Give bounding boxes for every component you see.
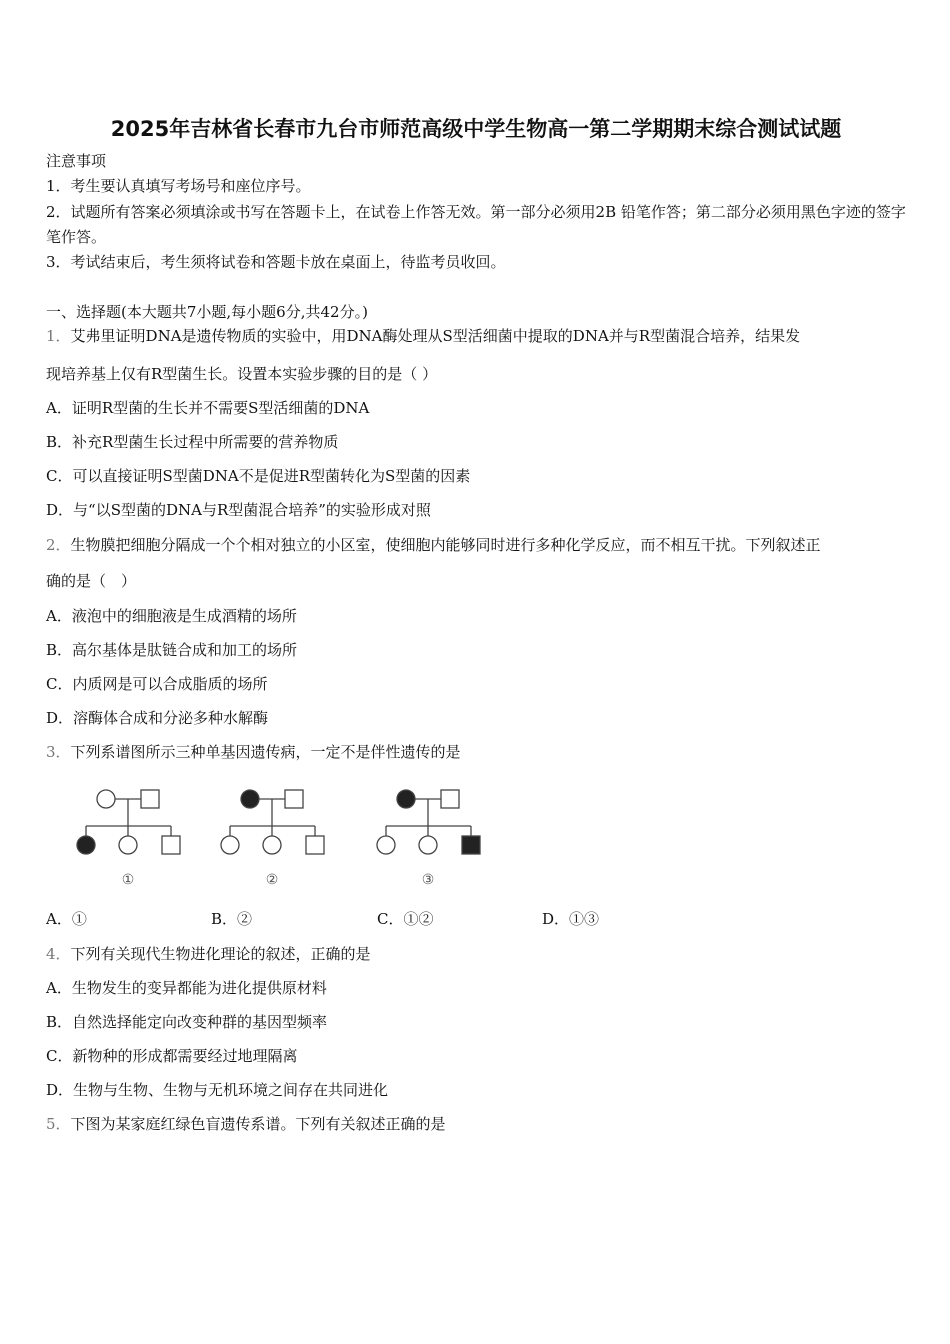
pedigree-1-son: [162, 836, 180, 854]
question-1-option-d: D．与“以S型菌的DNA与R型菌混合培养”的实验形成对照: [46, 501, 431, 519]
question-1-option-c: C．可以直接证明S型菌DNA不是促进R型菌转化为S型菌的因素: [46, 467, 471, 485]
question-2-option-d: D．溶酶体合成和分泌多种水解酶: [46, 709, 269, 727]
question-5-stem: [46, 1113, 446, 1135]
pedigree-1-affected-daughter: [77, 836, 95, 854]
notice-heading: 注意事项: [46, 152, 107, 170]
question-4-option-c: C．新物种的形成都需要经过地理隔离: [46, 1047, 298, 1065]
question-2-stem-line-1: [46, 534, 821, 556]
pedigree-1-daughter: [119, 836, 137, 854]
pedigree-3-daughter-1: [377, 836, 395, 854]
pedigree-3-label: ③: [421, 872, 435, 888]
pedigree-3-father: [441, 790, 459, 808]
question-number: 4．: [46, 945, 71, 963]
question-text: 下图为某家庭红绿色盲遗传系谱。下列有关叙述正确的是: [70, 1115, 446, 1133]
question-number: 3．: [46, 743, 71, 761]
pedigree-3: [377, 790, 480, 854]
pedigree-1-mother: [97, 790, 115, 808]
pedigree-2-son: [306, 836, 324, 854]
section-heading: 一、选择题(本大题共7小题,每小题6分,共42分。): [46, 303, 368, 321]
question-1-option-b: B．补充R型菌生长过程中所需要的营养物质: [46, 433, 339, 451]
pedigree-figures: [70, 782, 510, 892]
question-text: 下列有关现代生物进化理论的叙述，正确的是: [70, 945, 371, 963]
notice-item-2: 2．试题所有答案必须填涂或书写在答题卡上，在试卷上作答无效。第一部分必须用2B 铅笔作答；第二部分必须用黑色字迹的签字笔作答。: [46, 203, 906, 246]
pedigree-1: [77, 790, 180, 854]
question-4-option-b: B．自然选择能定向改变种群的基因型频率: [46, 1013, 328, 1031]
question-3-option-d: D．①③: [542, 910, 600, 928]
question-number: 5．: [46, 1115, 71, 1133]
pedigree-3-affected-son: [462, 836, 480, 854]
pedigree-2-affected-mother: [241, 790, 259, 808]
question-text: 艾弗里证明DNA是遗传物质的实验中，用DNA酶处理从S型活细菌中提取的DNA并与R型菌混合培养，结果发: [70, 327, 801, 345]
question-text: 下列系谱图所示三种单基因遗传病，一定不是伴性遗传的是: [70, 743, 461, 761]
question-1-stem-line-2: 现培养基上仅有R型菌生长。设置本实验步骤的目的是（ ）: [46, 365, 438, 383]
pedigree-2-daughter-1: [221, 836, 239, 854]
question-3-option-c: C．①②: [377, 910, 434, 928]
question-number: 1．: [46, 327, 71, 345]
pedigree-3-affected-mother: [397, 790, 415, 808]
question-1-option-a: A．证明R型菌的生长并不需要S型活细菌的DNA: [46, 399, 370, 417]
pedigree-3-daughter-2: [419, 836, 437, 854]
question-4-option-d: D．生物与生物、生物与无机环境之间存在共同进化: [46, 1081, 389, 1099]
question-2-stem-line-2: 确的是（ ）: [46, 572, 137, 590]
pedigree-2-daughter-2: [263, 836, 281, 854]
question-1-stem-line-1: [46, 325, 800, 347]
question-4-stem: [46, 943, 371, 965]
question-3-option-b: B．②: [211, 910, 253, 928]
notice-item-3: 3．考试结束后，考生须将试卷和答题卡放在桌面上，待监考员收回。: [46, 253, 506, 271]
pedigree-1-label: ①: [121, 872, 135, 888]
question-2-option-a: A．液泡中的细胞液是生成酒精的场所: [46, 607, 297, 625]
question-number: 2．: [46, 536, 71, 554]
question-3-option-a: A．①: [46, 910, 87, 928]
pedigree-2: [221, 790, 324, 854]
page-title: 2025年吉林省长春市九台市师范高级中学生物高一第二学期期末综合测试试题: [110, 117, 842, 141]
pedigree-1-father: [141, 790, 159, 808]
question-4-option-a: A．生物发生的变异都能为进化提供原材料: [46, 979, 327, 997]
question-3-stem: [46, 741, 461, 763]
question-2-option-c: C．内质网是可以合成脂质的场所: [46, 675, 268, 693]
pedigree-2-label: ②: [265, 872, 279, 888]
question-2-option-b: B．高尔基体是肽链合成和加工的场所: [46, 641, 298, 659]
pedigree-2-father: [285, 790, 303, 808]
question-text: 生物膜把细胞分隔成一个个相对独立的小区室，使细胞内能够同时进行多种化学反应，而不相互干扰。下列叙述正: [70, 536, 821, 554]
notice-item-1: 1．考生要认真填写考场号和座位序号。: [46, 177, 311, 195]
